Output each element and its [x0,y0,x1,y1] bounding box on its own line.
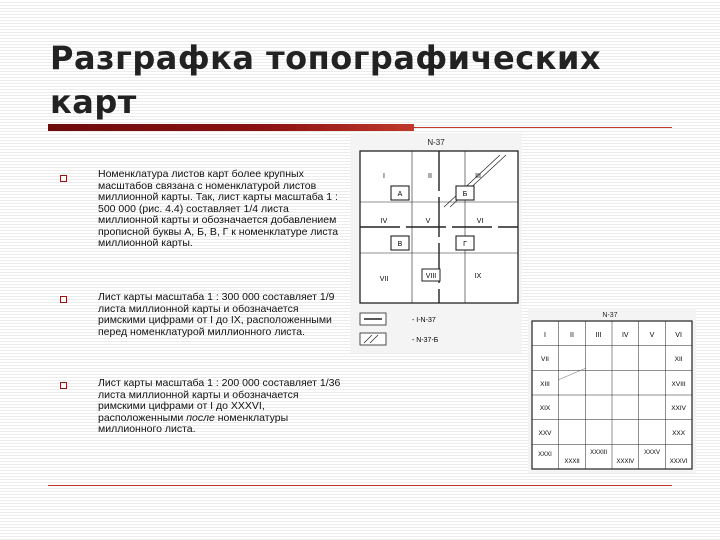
figure-sheet-division-500k [350,133,522,353]
bullet-text-2: Лист карты масштаба 1 : 300 000 составляет 1/9 листа миллионной карты и обозначается римскими цифрами от I до IX, расположенными перед номенклатурой миллионного листа. [98,291,335,338]
fig1-letter-b: Б [462,191,468,198]
fig1-letter-a: А [397,191,403,198]
title-underline-thin [414,127,672,128]
fig2-left-1: VII [541,356,549,363]
slide-title: Разграфка топографических карт [50,39,601,121]
fig2-top-2: II [570,332,574,339]
bullet-text-1: Номенклатура листов карт более крупных масштабов связана с номенклатурой листов миллионной карты. Так, лист карты масштаба 1 : 500 000 (рис. 4.4) составляет 1/4 листа миллионной карты и обозначается добавлением прописной буквы А, Б, В, Г к номенклатуре листа миллионной карты. [98,168,339,249]
fig2-bottom-3: XXXIV [616,459,635,465]
fig2-top-4: IV [621,332,629,339]
fig1-roman-3: III [475,173,481,180]
fig2-top-6: VI [675,332,682,339]
bullet-icon [60,382,67,389]
fig2-right-3: XXIV [671,405,687,412]
fig1-roman-8: VIII [425,273,437,280]
fig2-right-5: XXXVI [669,459,688,465]
fig2-left-5: XXXI [538,452,552,458]
fig1-legend-1: - I-N-37 [412,317,436,324]
fig1-roman-6: VI [476,218,484,225]
fig2-top-5: V [649,332,655,339]
fig1-roman-5: V [425,218,431,225]
fig1-roman-4: IV [380,218,388,225]
fig2-sheet-label: N-37 [602,312,618,319]
figure-sheet-division-200k [528,308,696,473]
bullet-text-3: Лист карты масштаба 1 : 200 000 составляет 1/36 листа миллионной карты и обозначается римскими цифрами от I до XXXVI, расположенными после номенклатуры миллионного листа. [98,377,341,435]
fig1-roman-9: IX [474,273,482,280]
fig1-letter-g: Г [463,241,467,248]
fig2-left-4: XXV [538,430,552,437]
fig2-right-1: XII [674,356,683,363]
emphasis-after: после [186,411,215,424]
fig2-top-1: I [544,332,546,339]
fig2-bottom-2: XXXIII [590,450,608,456]
bullet-icon [60,296,67,303]
fig2-bottom-1: XXXII [564,459,580,465]
fig1-roman-2: II [428,173,432,180]
fig2-left-3: XIX [539,405,551,412]
fig2-top-3: III [595,332,602,339]
fig2-bottom-4: XXXV [643,450,661,456]
fig1-letter-v: В [397,241,403,248]
fig2-left-2: XIII [540,381,550,388]
fig1-roman-1: I [383,173,385,180]
fig1-sheet-label: N-37 [427,138,445,147]
fig2-right-2: XVIII [671,381,686,388]
fig1-roman-7: VII [379,276,389,283]
title-underline [48,124,414,131]
fig2-right-4: XXX [672,430,686,437]
bullet-icon [60,175,67,182]
footer-rule [48,485,672,486]
fig1-legend-2: - N-37-Б [412,337,439,344]
